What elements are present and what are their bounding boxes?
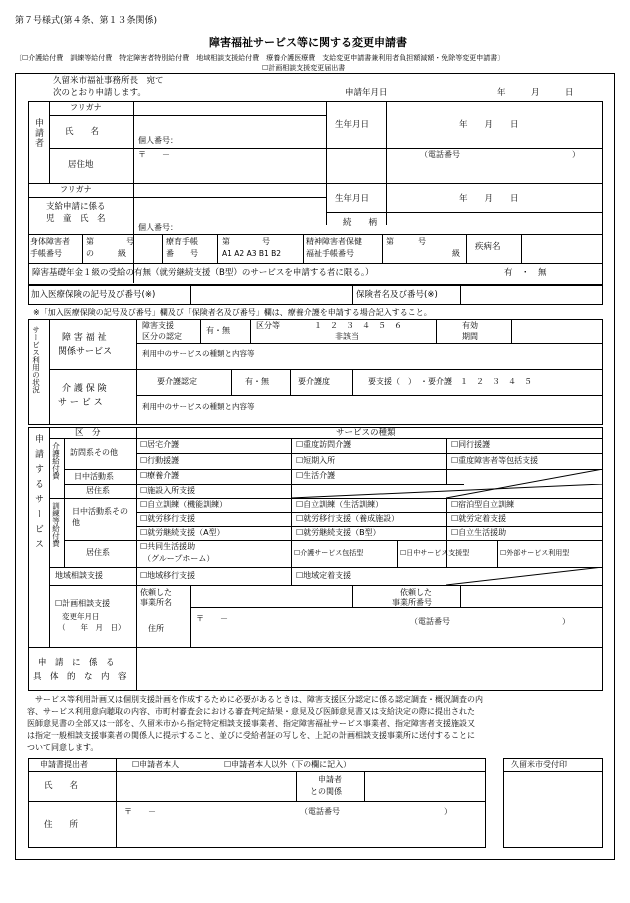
addressee: 久留米市福祉事務所長 宛て (53, 76, 164, 86)
pension-choice[interactable]: 有 ・ 無 (504, 268, 547, 278)
service-jiritsu-seikatsu[interactable]: ☐自立訓練（生活訓練） (296, 500, 384, 509)
kubun-header: 区 分 (75, 428, 101, 438)
support-category-label-1: 障害支援 (142, 321, 174, 330)
ryoiku-notebook-grades[interactable]: A1 A2 A3 B1 B2 (222, 249, 282, 258)
disease-name-label: 疾病名 (475, 242, 501, 252)
submitter-postal[interactable]: 〒 － (124, 807, 156, 816)
office-postal[interactable]: 〒 － (196, 614, 228, 623)
blank-cell-slash-3 (446, 567, 604, 586)
change-date-blank[interactable]: （ 年 月 日） (58, 623, 126, 632)
applicant-postal[interactable]: 〒 － (138, 150, 170, 159)
submitter-label: 申請書提出者 (40, 760, 88, 769)
pension-label: 障害基礎年金１級の受給の有無（就労継続支援（B型）のサービスを申請する者に限る。） (32, 268, 374, 278)
applicant-name-label: 氏 名 (65, 127, 100, 137)
ryoiku-notebook-number[interactable]: 第 号 (222, 237, 270, 246)
valid-period-label-2: 期間 (462, 332, 478, 341)
consent-line-5: ついて同意します。 (27, 743, 99, 752)
applicant-section-label: 申請者 (33, 118, 43, 148)
applicant-birth-label: 生年月日 (335, 120, 370, 130)
insurance-note: ※「加入医療保険の記号及び番号」欄及び「保険者名及び番号」欄は、療養介護を申請する場合記入すること。 (33, 308, 432, 317)
office-number-label-1: 依頼した (400, 588, 432, 597)
related-content-label-1: 申 請 に 係 る (38, 658, 115, 668)
service-gaibu-riyo[interactable]: ☐外部サービス利用型 (500, 549, 570, 557)
mental-notebook-label-2: 福祉手帳番号 (306, 249, 354, 258)
blank-cell-slash-2 (291, 484, 604, 499)
application-date-label: 申請年月日 (345, 88, 388, 98)
office-address-label: 住所 (148, 624, 164, 633)
child-birth-blank[interactable]: 年 月 日 (459, 194, 519, 204)
service-shuro-iko-yosei[interactable]: ☐就労移行支援（養成施設） (296, 514, 400, 523)
service-kaigo-hokatsu[interactable]: ☐介護サービス包括型 (294, 549, 364, 557)
service-shuro-iko[interactable]: ☐就労移行支援 (140, 514, 196, 523)
submitter-self-checkbox[interactable]: ☐申請者本人 (132, 760, 180, 769)
form-title: 障害福祉サービス等に関する変更申請書 (209, 36, 407, 49)
child-furigana-label: フリガナ (60, 185, 92, 194)
support-category-yes-no[interactable]: 有・無 (206, 326, 230, 335)
service-shuro-keizoku-b[interactable]: ☐就労継続支援（B型） (296, 528, 381, 537)
kyoju2-label: 居住系 (86, 548, 110, 557)
child-relation-label: 続 柄 (343, 218, 378, 228)
child-name-label-2: 児 童 氏 名 (46, 214, 106, 224)
kyoju1-label: 居住系 (86, 486, 110, 495)
ryoiku-notebook-label-2: 番 号 (166, 249, 198, 258)
consent-line-1: サービス等利用計画又は個別支援計画を作成するために必要があるときは、障害支援区分認定に係る認定調査・概況調査の内 (27, 695, 483, 704)
service-ryoyo-kaigo[interactable]: ☐療養介護 (140, 471, 180, 480)
care-certification-yes-no[interactable]: 有・無 (245, 377, 269, 386)
submitter-relation-label-2: との関係 (310, 787, 342, 796)
insurance-label: 加入医療保険の記号及び番号(※) (31, 290, 156, 300)
care-insurance-label-1: 介 護 保 険 (62, 384, 107, 394)
submitter-phone[interactable]: （電話番号 ） (300, 807, 452, 816)
submitter-name-label: 氏 名 (44, 781, 79, 791)
office-phone[interactable]: （電話番号 ） (410, 617, 570, 626)
care-in-use-label: 利用中のサービスの種類と内容等 (142, 402, 255, 411)
kunren-label: 訓練等給付費 (51, 502, 61, 547)
service-doko-engo[interactable]: ☐同行援護 (451, 440, 491, 449)
care-level-label: 要介護度 (298, 377, 330, 386)
welfare-service-label-2: 関係サービス (58, 347, 113, 357)
service-judo-homon[interactable]: ☐重度訪問介護 (296, 440, 352, 449)
service-chiiki-iko[interactable]: ☐地域移行支援 (140, 571, 196, 580)
service-shisetsu-nyusho[interactable]: ☐施設入所支援 (140, 486, 196, 495)
care-insurance-label-2: サ ー ビ ス (58, 398, 103, 408)
physical-notebook-number[interactable]: 第 号 (86, 237, 134, 246)
related-content-label-2: 具 体 的 な 内 容 (33, 672, 127, 682)
consent-line-3: 医師意見書の全部又は一部を、久留米市から指定特定相談支援事業者、指定障害福祉サービス事業者、指定障害者支援施設又 (27, 719, 475, 728)
intro-text: 次のとおり申請します。 (53, 88, 146, 98)
category-label: 区分等 (256, 321, 280, 330)
nichu1-label: 日中活動系 (74, 472, 114, 481)
welfare-service-label-1: 障 害 福 祉 (62, 333, 107, 343)
service-nichu-shien[interactable]: ☐日中サービス支援型 (400, 549, 470, 557)
apply-block-border (28, 427, 603, 691)
office-number-label-2: 事業所番号 (392, 598, 432, 607)
form-number: 第７号様式(第４条、第１３条関係) (15, 16, 158, 26)
categories-line1: 〔☐介護給付費 訓練等給付費 特定障害者特別給付費 地域相談支援給付費 療養介護医療費 支給変更申請書兼利用者負担額減額・免除等変更申請書〕 (15, 54, 505, 62)
applicant-birth-blank[interactable]: 年 月 日 (459, 120, 519, 130)
valid-period-label-1: 有効 (462, 321, 478, 330)
physical-notebook-grade[interactable]: の 級 (86, 249, 126, 258)
reception-stamp-label: 久留米市受付印 (511, 760, 567, 769)
service-group-home: （グループホーム） (143, 554, 215, 563)
category-values[interactable]: １ ２ ３ ４ ５ ６ (314, 321, 402, 330)
care-certification-label: 要介護認定 (157, 377, 197, 386)
child-personal-number-label[interactable]: 個人番号： (138, 223, 178, 232)
consent-line-4: は指定一般相談支援事業者の関係人に提示すること、並びに受給者証の写しを、上記の計画相談支援事業所に送付することに (27, 731, 475, 740)
kaigo-label: 介護給付費 (51, 442, 61, 480)
physical-notebook-label-2: 手帳番号 (30, 249, 62, 258)
usage-block-border (28, 319, 603, 425)
support-category-label-2: 区分の認定 (142, 332, 182, 341)
office-name-label-2: 事業所名 (140, 598, 172, 607)
child-name-label-1: 支給申請に係る (46, 202, 106, 212)
keikaku-label[interactable]: ☐計画相談支援 (55, 599, 111, 608)
care-level-choices[interactable]: 要支援（ ） ・要介護 １ ２ ３ ４ ５ (368, 377, 532, 386)
service-shuro-keizoku-a[interactable]: ☐就労継続支援（A型） (140, 528, 225, 537)
service-types-header: サービスの種類 (336, 428, 396, 438)
service-jiritsu-kino[interactable]: ☐自立訓練（機能訓練） (140, 500, 228, 509)
service-kodo-engo[interactable]: ☐行動援護 (140, 456, 180, 465)
physical-notebook-label-1: 身体障害者 (30, 237, 70, 246)
category-non-applicable[interactable]: 非該当 (335, 332, 359, 341)
service-seikatsu-kaigo[interactable]: ☐生活介護 (296, 471, 336, 480)
ryoiku-notebook-label-1: 療育手帳 (166, 237, 198, 246)
submitter-other-checkbox[interactable]: ☐申請者本人以外（下の欄に記入） (224, 760, 352, 769)
service-jiritsu-seikatsu-engo[interactable]: ☐自立生活援助 (451, 528, 507, 537)
service-kyodo-seikatsu[interactable]: ☐共同生活援助 (140, 542, 196, 551)
application-date-blank[interactable]: 年 月 日 (497, 88, 574, 98)
usage-section-label: サービス利用の状況 (31, 326, 41, 394)
homon-label: 訪問系その他 (70, 448, 118, 457)
applicant-furigana-label: フリガナ (70, 103, 102, 112)
child-birth-label: 生年月日 (335, 194, 370, 204)
office-name-label-1: 依頼した (140, 588, 172, 597)
submitter-address-label: 住 所 (44, 820, 79, 830)
mental-notebook-label-1: 精神障害者保健 (306, 237, 362, 246)
service-shuro-teichaku[interactable]: ☐就労定着支援 (451, 514, 507, 523)
insurer-label: 保険者名及び番号(※) (356, 290, 438, 300)
service-chiiki-teichaku[interactable]: ☐地域定着支援 (296, 571, 352, 580)
welfare-in-use-label: 利用中のサービスの種類と内容等 (142, 349, 255, 358)
change-date-label: 変更年月日 (62, 612, 100, 621)
categories-line2: ☐計画相談支援変更届出書 (262, 64, 346, 72)
applicant-phone[interactable]: （電話番号 ） (420, 150, 580, 159)
service-kyotaku-kaigo[interactable]: ☐居宅介護 (140, 440, 180, 449)
mental-notebook-grade[interactable]: 級 (452, 249, 460, 258)
applicant-address-label: 居住地 (68, 160, 94, 170)
service-shukuhaku-jiritsu[interactable]: ☐宿泊型自立訓練 (451, 500, 515, 509)
service-judo-hokatsu[interactable]: ☐重度障害者等包括支援 (451, 456, 539, 465)
service-tanki-nyusho[interactable]: ☐短期入所 (296, 456, 336, 465)
submitter-relation-label-1: 申請者 (318, 775, 342, 784)
mental-notebook-number[interactable]: 第 号 (386, 237, 426, 246)
chiiki-label: 地域相談支援 (55, 571, 103, 580)
applicant-personal-number-label[interactable]: 個人番号： (138, 136, 178, 145)
apply-section-label: 申請するサービス (33, 434, 43, 554)
consent-line-2: 容、サービス利用意向聴取の内容、市町村審査会における審査判定結果・意見及び医師意見書又は支給決定の際に提出された (27, 707, 475, 716)
nichu2-label: 日中活動系その他 (72, 507, 128, 527)
